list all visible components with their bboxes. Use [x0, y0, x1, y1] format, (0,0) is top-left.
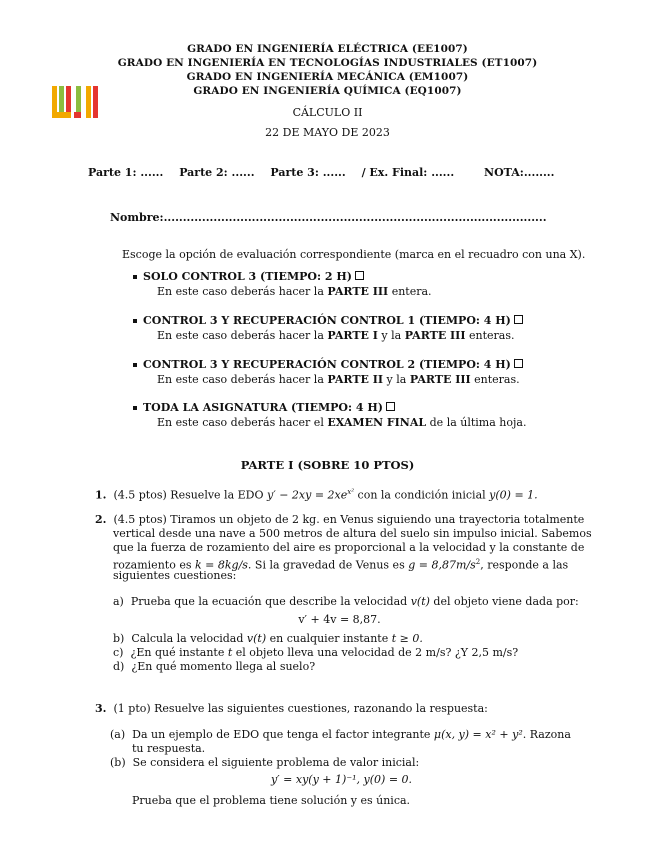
exam-date: 22 DE MAYO DE 2023 [265, 126, 390, 139]
bullet-icon [133, 406, 137, 410]
option-1-desc: En este caso deberás hacer la PARTE III entera. [157, 285, 432, 298]
option-2-desc: En este caso deberás hacer la PARTE I y la PARTE III enteras. [157, 329, 515, 342]
bullet-icon [133, 319, 137, 323]
option-1: SOLO CONTROL 3 (TIEMPO: 2 H) [133, 270, 364, 284]
header-line-1: GRADO EN INGENIERÍA ELÉCTRICA (EE1007) [187, 43, 468, 55]
evaluation-intro: Escoge la opción de evaluación correspondiente (marca en el recuadro con una X). [122, 248, 586, 261]
option-3-desc: En este caso deberás hacer la PARTE II y la PARTE III enteras. [157, 373, 520, 386]
question-2: 2. (4.5 ptos) Tiramos un objeto de 2 kg. en Venus siguiendo una trayectoria totalmente [95, 513, 585, 526]
score-exfinal: / Ex. Final: ...... [361, 166, 455, 179]
question-1: 1. (4.5 ptos) Resuelve la EDO $y' - 2xy = 2xe^{x^2}$ con la condición inicial y(0) = 1. [95, 488, 538, 502]
course-title: CÁLCULO II [292, 106, 363, 119]
question-2-line-3: que la fuerza de rozamiento del aire es proporcional a la velocidad y la constante de [113, 541, 585, 554]
checkbox-option-4[interactable] [386, 402, 395, 411]
question-2b: b) Calcula la velocidad v(t) en cualquier instante t ≥ 0. [113, 632, 423, 645]
question-3b-equation: y′ = xy(y + 1)⁻¹, y(0) = 0. [270, 773, 413, 786]
checkbox-option-2[interactable] [514, 315, 523, 324]
scores-line [88, 166, 568, 179]
question-2d: d) ¿En qué momento llega al suelo? [113, 660, 316, 673]
question-2-line-2: vertical desde una nave a 500 metros de altura del suelo sin impulso inicial. Sabemos [113, 527, 592, 540]
question-2a-equation: v′ + 4v = 8,87. [298, 613, 381, 626]
bullet-icon [133, 363, 137, 367]
checkbox-option-3[interactable] [514, 359, 523, 368]
question-3: 3. (1 pto) Resuelve las siguientes cuestiones, razonando la respuesta: [95, 702, 488, 715]
score-parte2: Parte 2: ...... [179, 166, 255, 179]
part-title: PARTE I (SOBRE 10 PTOS) [240, 458, 415, 472]
score-parte1: Parte 1: ...... [88, 166, 164, 179]
name-field[interactable]: Nombre:.................................................................................................... [110, 211, 547, 224]
question-3b: (b) Se considera el siguiente problema de valor inicial: [110, 756, 420, 769]
question-3b-final: Prueba que el problema tiene solución y es única. [132, 794, 411, 807]
question-3a: (a) Da un ejemplo de EDO que tenga el factor integrante μ(x, y) = x² + y². Razona [110, 728, 571, 741]
bullet-icon [133, 275, 137, 279]
option-2: CONTROL 3 Y RECUPERACIÓN CONTROL 1 (TIEMPO: 4 H) [133, 314, 523, 328]
option-3: CONTROL 3 Y RECUPERACIÓN CONTROL 2 (TIEMPO: 4 H) [133, 358, 523, 372]
option-4-desc: En este caso deberás hacer el EXAMEN FINAL de la última hoja. [157, 416, 527, 429]
score-parte3: Parte 3: ...... [270, 166, 346, 179]
header-line-4: GRADO EN INGENIERÍA QUÍMICA (EQ1007) [193, 85, 462, 97]
option-4: TODA LA ASIGNATURA (TIEMPO: 4 H) [133, 401, 395, 415]
question-2-line-5: siguientes cuestiones: [113, 569, 237, 582]
checkbox-option-1[interactable] [355, 271, 364, 280]
score-nota: NOTA:........ [484, 166, 555, 179]
question-2-line-4: rozamiento es k = 8kg/s. Si la gravedad de Venus es $g = 8,87m/s^2$, responde a las [113, 558, 569, 572]
header-line-3: GRADO EN INGENIERÍA MECÁNICA (EM1007) [186, 71, 469, 83]
question-2c: c) ¿En qué instante t el objeto lleva una velocidad de 2 m/s? ¿Y 2,5 m/s? [113, 646, 519, 659]
header-line-2: GRADO EN INGENIERÍA EN TECNOLOGÍAS INDUSTRIALES (ET1007) [117, 57, 538, 69]
question-2a: a) Prueba que la ecuación que describe la velocidad v(t) del objeto viene dada por: [113, 595, 579, 608]
question-3a-line-2: tu respuesta. [132, 742, 206, 755]
